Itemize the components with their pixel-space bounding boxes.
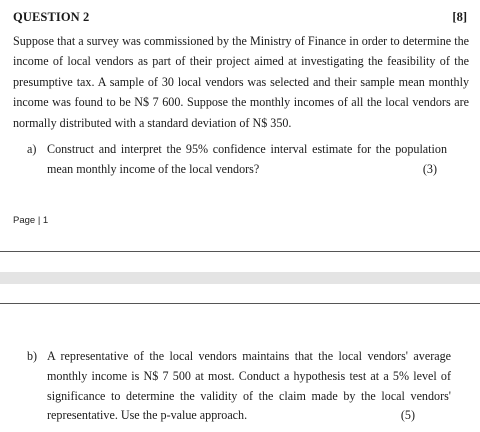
question-marks: [8] <box>452 10 467 24</box>
part-a-question: Construct and interpret the 95% confidence interval estimate for the population mean monthly income of the local vendors? <box>47 142 447 176</box>
part-a <box>27 139 447 179</box>
part-b-marks: (5) <box>400 408 415 423</box>
question-intro: Suppose that a survey was commissioned by the Ministry of Finance in order to determine the income of local vendors as part of their project aimed at investigating the feasibility of the presumptive tax. A sample of 30 local vendors was selected and their sample mean monthly income was found to be N$ 7 600. Suppose the monthly incomes of all the local vendors are normally distributed with a standard deviation of N$ 350. <box>13 34 469 130</box>
question-heading <box>13 10 467 26</box>
page-break-bottom-line <box>0 303 480 304</box>
part-b <box>27 347 451 426</box>
question-title: QUESTION 2 <box>13 10 90 24</box>
page-number: Page | 1 <box>13 215 49 226</box>
part-a-marks: (3) <box>422 162 437 176</box>
part-a-text <box>47 139 447 179</box>
part-a-label: a) <box>27 142 37 156</box>
part-b-label: b) <box>27 349 38 363</box>
part-b-question: A representative of the local vendors maintains that the local vendors' average monthly income is N$ 7 500 at most. Conduct a hypothesis test at a 5% level of significance to determine the validity of the claim made by the local vendors' representative. Use the p-value approach. <box>47 349 451 423</box>
page-break-top-line <box>0 251 480 252</box>
part-b-text <box>47 347 451 426</box>
page-gap <box>0 272 480 284</box>
